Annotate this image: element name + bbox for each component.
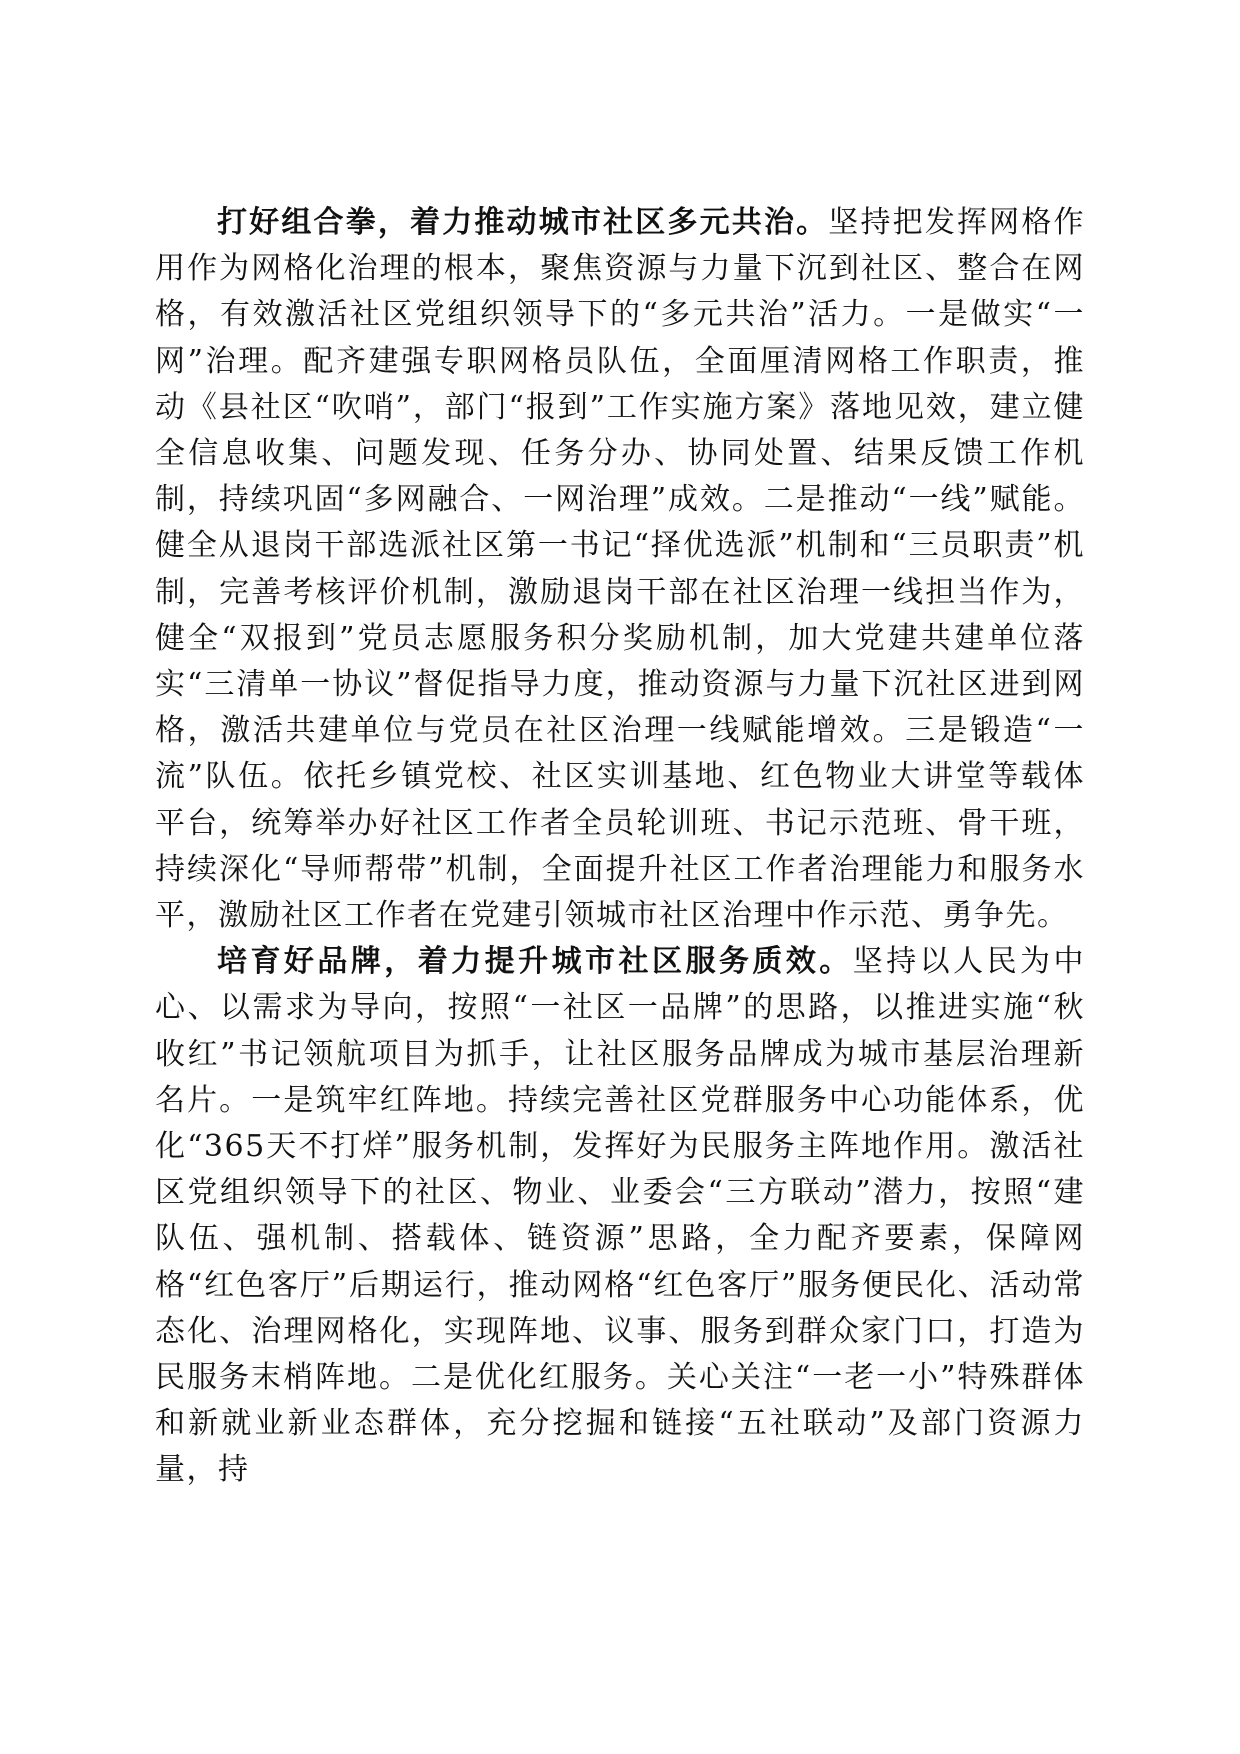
paragraph-heading: 培育好品牌，着力提升城市社区服务质效。	[217, 944, 853, 980]
paragraph-text: 坚持把发挥网格作用作为网格化治理的根本，聚焦资源与力量下沉到社区、整合在网格，有效激活社区党组织领导下的“多元共治”活力。一是做实“一网”治理。配齐建强专职网格员队伍，全面厘清网格工作职责，推动《县社区“吹哨”，部门“报到”工作实施方案》落地见效，建立健全信息收集、问题发现、任务分办、协同处置、结果反馈工作机制，持续巩固“多网融合、一网治理”成效。二是推动“一线”赋能。健全从退岗干部选派社区第一书记“择优选派”机制和“三员职责”机制，完善考核评价机制，激励退岗干部在社区治理一线担当作为，健全“双报到”党员志愿服务积分奖励机制，加大党建共建单位落实“三清单一协议”督促指导力度，推动资源与力量下沉社区进到网格，激活共建单位与党员在社区治理一线赋能增效。三是锻造“一流”队伍。依托乡镇党校、社区实训基地、红色物业大讲堂等载体平台，统筹举办好社区工作者全员轮训班、书记示范班、骨干班，持续深化“导师帮带”机制，全面提升社区工作者治理能力和服务水平，激励社区工作者在党建引领城市社区治理中作示范、勇争先。	[155, 205, 1086, 934]
paragraph-heading: 打好组合拳，着力推动城市社区多元共治。	[217, 205, 829, 240]
paragraph-text: 坚持以人民为中心、以需求为导向，按照“一社区一品牌”的思路，以推进实施“秋收红”书记领航项目为抓手，让社区服务品牌成为城市基层治理新名片。一是筑牢红阵地。持续完善社区党群服务中心功能体系，优化“365天不打烊”服务机制，发挥好为民服务主阵地作用。激活社区党组织领导下的社区、物业、业委会“三方联动”潜力，按照“建队伍、强机制、搭载体、链资源”思路，全力配齐要素，保障网格“红色客厅”后期运行，推动网格“红色客厅”服务便民化、活动常态化、治理网格化，实现阵地、议事、服务到群众家门口，打造为民服务末梢阵地。二是优化红服务。关心关注“一老一小”特殊群体和新就业新业态群体，充分挖掘和链接“五社联动”及部门资源力量，持	[155, 944, 1086, 1488]
document-body	[155, 200, 1085, 1494]
paragraph-community-co-governance	[155, 200, 1085, 939]
paragraph-community-service-brand	[155, 939, 1085, 1493]
